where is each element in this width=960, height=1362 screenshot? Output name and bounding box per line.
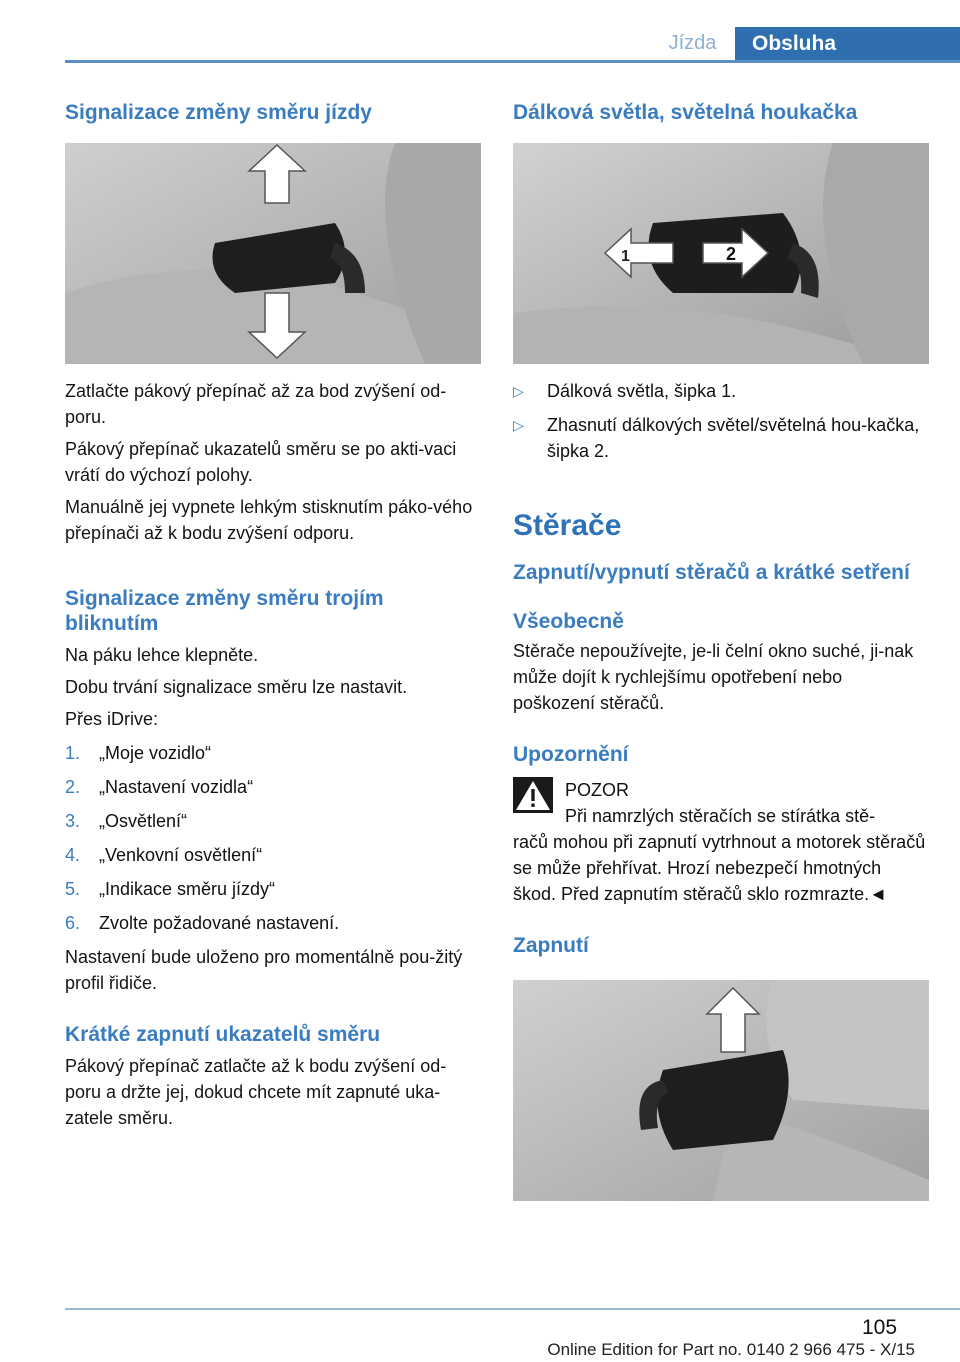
arrow-label-1: 1 [621, 248, 630, 265]
footer-rule [65, 1308, 960, 1310]
step-text: „Indikace směru jízdy“ [99, 879, 276, 899]
list-item [65, 740, 481, 766]
high-beam-list [513, 378, 929, 464]
paragraph: Nastavení bude uloženo pro momentálně pou-žitý profil řidiče. [65, 947, 463, 993]
step-text: „Osvětlení“ [99, 811, 188, 831]
paragraph: Pákový přepínač zatlačte až k bodu zvýšení od-poru a držte jej, dokud chcete mít zapnuté uka-zatele směru. [65, 1056, 447, 1128]
warning-heading [565, 777, 875, 829]
paragraph: Stěrače nepoužívejte, je-li čelní okno suché, ji-nak může dojít k rychlejšímu opotřebení nebo poškození stěračů. [513, 641, 914, 713]
section-title-triple-blink: Signalizace změny směru trojím bliknutím [65, 587, 384, 635]
step-number: 4. [65, 845, 81, 865]
triangle-bullet-icon: ▷ [513, 417, 524, 433]
paragraph: Zatlačte pákový přepínač až za bod zvýšení od-poru. [65, 381, 447, 427]
step-number: 5. [65, 879, 81, 899]
tab-obsluha[interactable]: Obsluha [735, 27, 960, 60]
paragraph: Přes iDrive: [65, 709, 159, 729]
list-item [65, 910, 481, 936]
subsection-title-warning: Upozornění [513, 743, 629, 766]
section-title-high-beam: Dálková světla, světelná houkačka [513, 101, 858, 124]
list-item [65, 842, 481, 868]
arrow-label-2: 2 [726, 244, 737, 264]
warning-triangle-icon [513, 777, 553, 813]
page-number: 105 [862, 1316, 898, 1339]
paragraph: Na páku lehce klepněte. [65, 645, 259, 665]
edition-text: Online Edition for Part no. 0140 2 966 475 - X/15 [547, 1340, 915, 1359]
list-item [65, 808, 481, 834]
figure-high-beam-lever [513, 143, 929, 364]
subsection-title-switch-on: Zapnutí [513, 934, 589, 957]
list-item [513, 412, 929, 464]
header-rule [65, 60, 960, 63]
warning-title: POZOR [565, 780, 630, 800]
section-title-wipers-on-off: Zapnutí/vypnutí stěračů a krátké setření [513, 561, 910, 584]
step-number: 3. [65, 811, 81, 831]
step-number: 1. [65, 743, 81, 763]
list-item [513, 378, 929, 404]
step-text: Zvolte požadované nastavení. [99, 913, 340, 933]
step-text: „Venkovní osvětlení“ [99, 845, 263, 865]
section-title-short-activation: Krátké zapnutí ukazatelů směru [65, 1023, 381, 1046]
figure-turn-signal-lever [65, 143, 481, 364]
tab-jizda[interactable]: Jízda [668, 32, 717, 54]
right-column [513, 100, 929, 1201]
list-item [65, 876, 481, 902]
figure-wiper-lever [513, 980, 929, 1201]
triangle-bullet-icon: ▷ [513, 383, 524, 399]
paragraph: Manuálně jej vypnete lehkým stisknutím páko-vého přepínači až k bodu zvýšení odporu. [65, 497, 473, 543]
bullet-text: Dálková světla, šipka 1. [547, 381, 737, 401]
subsection-title-general: Všeobecně [513, 610, 624, 633]
section-title-turn-signal: Signalizace změny směru jízdy [65, 101, 372, 124]
warning-box [513, 777, 929, 829]
bullet-text: Zhasnutí dálkových světel/světelná hou-kačka, šipka 2. [547, 415, 920, 461]
idrive-steps [65, 740, 481, 936]
step-number: 6. [65, 913, 81, 933]
chapter-title-wipers: Stěrače [513, 509, 622, 542]
list-item [65, 774, 481, 800]
paragraph: Dobu trvání signalizace směru lze nastavit. [65, 677, 408, 697]
left-column [65, 100, 481, 1131]
step-text: „Moje vozidlo“ [99, 743, 212, 763]
step-number: 2. [65, 777, 81, 797]
warning-first-line: Při namrzlých stěračích se stírátka stě- [565, 806, 876, 826]
paragraph: Pákový přepínač ukazatelů směru se po akti-vaci vrátí do výchozí polohy. [65, 439, 457, 485]
step-text: „Nastavení vozidla“ [99, 777, 254, 797]
warning-text: račů mohou při zapnutí vytrhnout a motorek stěračů se může přehřívat. Hrozí nebezpečí hmotných škod. Před zapnutím stěračů sklo rozmrazte.◄ [513, 832, 926, 904]
